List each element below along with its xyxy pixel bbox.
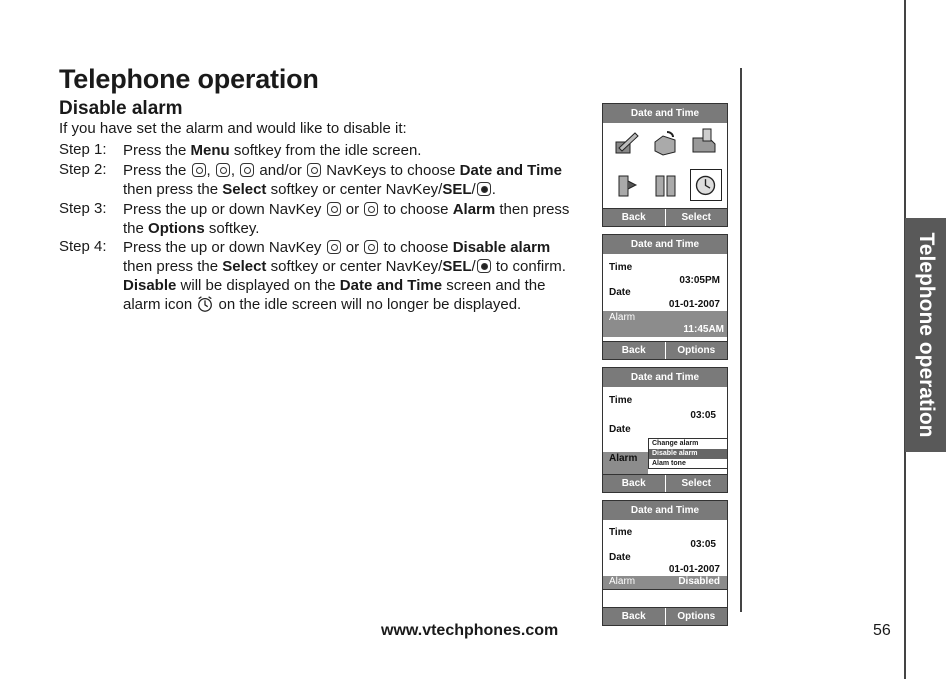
step-text: or — [341, 201, 364, 218]
alarm-clock-icon — [196, 295, 214, 313]
back-softkey[interactable]: Back — [603, 608, 665, 625]
navkey-down-icon — [364, 240, 378, 254]
softkey-bar — [603, 607, 727, 625]
side-tab-label: Telephone operation — [914, 232, 938, 438]
step-text: softkey or center NavKey/ — [266, 258, 443, 275]
alarm-value: 11:45AM — [683, 324, 724, 335]
side-tab — [905, 218, 946, 452]
select-keyword: Select — [222, 258, 267, 275]
navkey-up-icon — [192, 163, 206, 177]
step-text: , — [206, 162, 215, 179]
step-text: the — [123, 220, 149, 237]
sel-keyword: SEL — [442, 258, 472, 275]
step-text: to confirm. — [491, 258, 566, 275]
step-text: then press the — [123, 258, 223, 275]
step-label: Step 1: — [59, 141, 107, 158]
navkey-up-icon — [327, 240, 341, 254]
menu-item-disable-alarm[interactable]: Disable alarm — [649, 449, 727, 459]
step-text: Press the — [123, 142, 191, 159]
screen-header: Date and Time — [603, 368, 727, 387]
selected-icon-frame — [690, 169, 722, 201]
disable-alarm-keyword: Disable alarm — [452, 239, 551, 256]
settings-icon — [689, 126, 719, 156]
step-text: , — [230, 162, 240, 179]
alarm-value: Disabled — [678, 576, 720, 587]
back-softkey[interactable]: Back — [603, 209, 665, 226]
navkey-center-icon — [477, 182, 491, 196]
phone-book-icon — [651, 128, 681, 158]
alarm-keyword: Alarm — [452, 201, 496, 218]
back-softkey[interactable]: Back — [603, 342, 665, 359]
time-value: 03:05 — [690, 410, 716, 421]
date-value: 01-01-2007 — [668, 299, 720, 310]
softkey-bar — [603, 474, 727, 492]
time-label: Time — [609, 262, 633, 273]
date-label: Date — [609, 287, 631, 298]
pencil-icon — [611, 128, 641, 158]
options-softkey[interactable]: Options — [665, 608, 728, 625]
alarm-label: Alarm — [609, 453, 638, 464]
step-text: . — [491, 181, 496, 198]
step-text: screen and the — [442, 277, 546, 294]
step-text: on the idle screen will no longer be displayed. — [214, 296, 522, 313]
alarm-label: Alarm — [609, 576, 636, 587]
softkey-bar — [603, 341, 727, 359]
page-title: Telephone operation — [59, 64, 319, 94]
handset-screen-alarm-menu — [602, 367, 728, 493]
screen-header: Date and Time — [603, 235, 727, 254]
clock-icon — [692, 171, 719, 198]
step-text: Press the — [123, 162, 191, 179]
screen-header: Date and Time — [603, 501, 727, 520]
step-text: alarm icon — [123, 296, 197, 313]
step-text: to choose — [379, 201, 453, 218]
divider-line — [740, 68, 742, 612]
step-text: then press the — [123, 181, 223, 198]
navkey-down-icon — [364, 202, 378, 216]
step-text: softkey or center NavKey/ — [266, 181, 443, 198]
step-label: Step 4: — [59, 238, 107, 255]
menu-item-alarm-tone[interactable]: Alam tone — [652, 460, 686, 467]
select-softkey[interactable]: Select — [665, 209, 728, 226]
handset-screen-date-time — [602, 234, 728, 360]
disable-keyword: Disable — [123, 277, 177, 294]
step-label: Step 2: — [59, 161, 107, 178]
navkey-left-icon — [240, 163, 254, 177]
date-value: 01-01-2007 — [668, 564, 720, 575]
step-text: or — [341, 239, 364, 256]
time-label: Time — [609, 395, 633, 406]
screen-header: Date and Time — [603, 104, 727, 123]
select-keyword: Select — [222, 181, 267, 198]
step-text: Press the up or down NavKey — [123, 201, 326, 218]
footer-url[interactable]: www.vtechphones.com — [381, 622, 559, 639]
step-text: / — [471, 258, 476, 275]
navkey-center-icon — [477, 259, 491, 273]
intro-text: If you have set the alarm and would like to disable it: — [59, 120, 407, 137]
date-label: Date — [609, 552, 631, 563]
step-text: then press — [495, 201, 570, 218]
alarm-options-menu — [648, 438, 728, 469]
sel-keyword: SEL — [442, 181, 472, 198]
navkey-up-icon — [327, 202, 341, 216]
handset-icon — [651, 171, 681, 201]
step-text: softkey from the idle screen. — [229, 142, 422, 159]
step-text: NavKeys to choose — [322, 162, 460, 179]
handset-screen-alarm-disabled — [602, 500, 728, 626]
date-and-time-keyword: Date and Time — [459, 162, 562, 179]
intercom-icon — [611, 171, 641, 201]
time-value: 03:05PM — [679, 275, 720, 286]
step-text: and/or — [255, 162, 307, 179]
step-text: softkey. — [204, 220, 260, 237]
step-label: Step 3: — [59, 200, 107, 217]
handset-screen-menu — [602, 103, 728, 227]
step-text: to choose — [379, 239, 453, 256]
menu-item-change-alarm[interactable]: Change alarm — [652, 440, 699, 447]
options-softkey[interactable]: Options — [665, 342, 728, 359]
page-number: 56 — [873, 622, 891, 639]
date-and-time-keyword: Date and Time — [339, 277, 443, 294]
alarm-label: Alarm — [609, 312, 636, 323]
date-label: Date — [609, 424, 631, 435]
time-label: Time — [609, 527, 633, 538]
step-text: / — [471, 181, 476, 198]
navkey-right-icon — [307, 163, 321, 177]
navkey-down-icon — [216, 163, 230, 177]
divider-line — [603, 589, 727, 590]
back-softkey[interactable]: Back — [603, 475, 665, 492]
step-text: Press the up or down NavKey — [123, 239, 326, 256]
step-text: will be displayed on the — [176, 277, 340, 294]
options-keyword: Options — [148, 220, 205, 237]
section-heading: Disable alarm — [59, 98, 183, 119]
softkey-bar — [603, 208, 727, 226]
time-value: 03:05 — [690, 539, 716, 550]
menu-keyword: Menu — [190, 142, 230, 159]
select-softkey[interactable]: Select — [665, 475, 728, 492]
